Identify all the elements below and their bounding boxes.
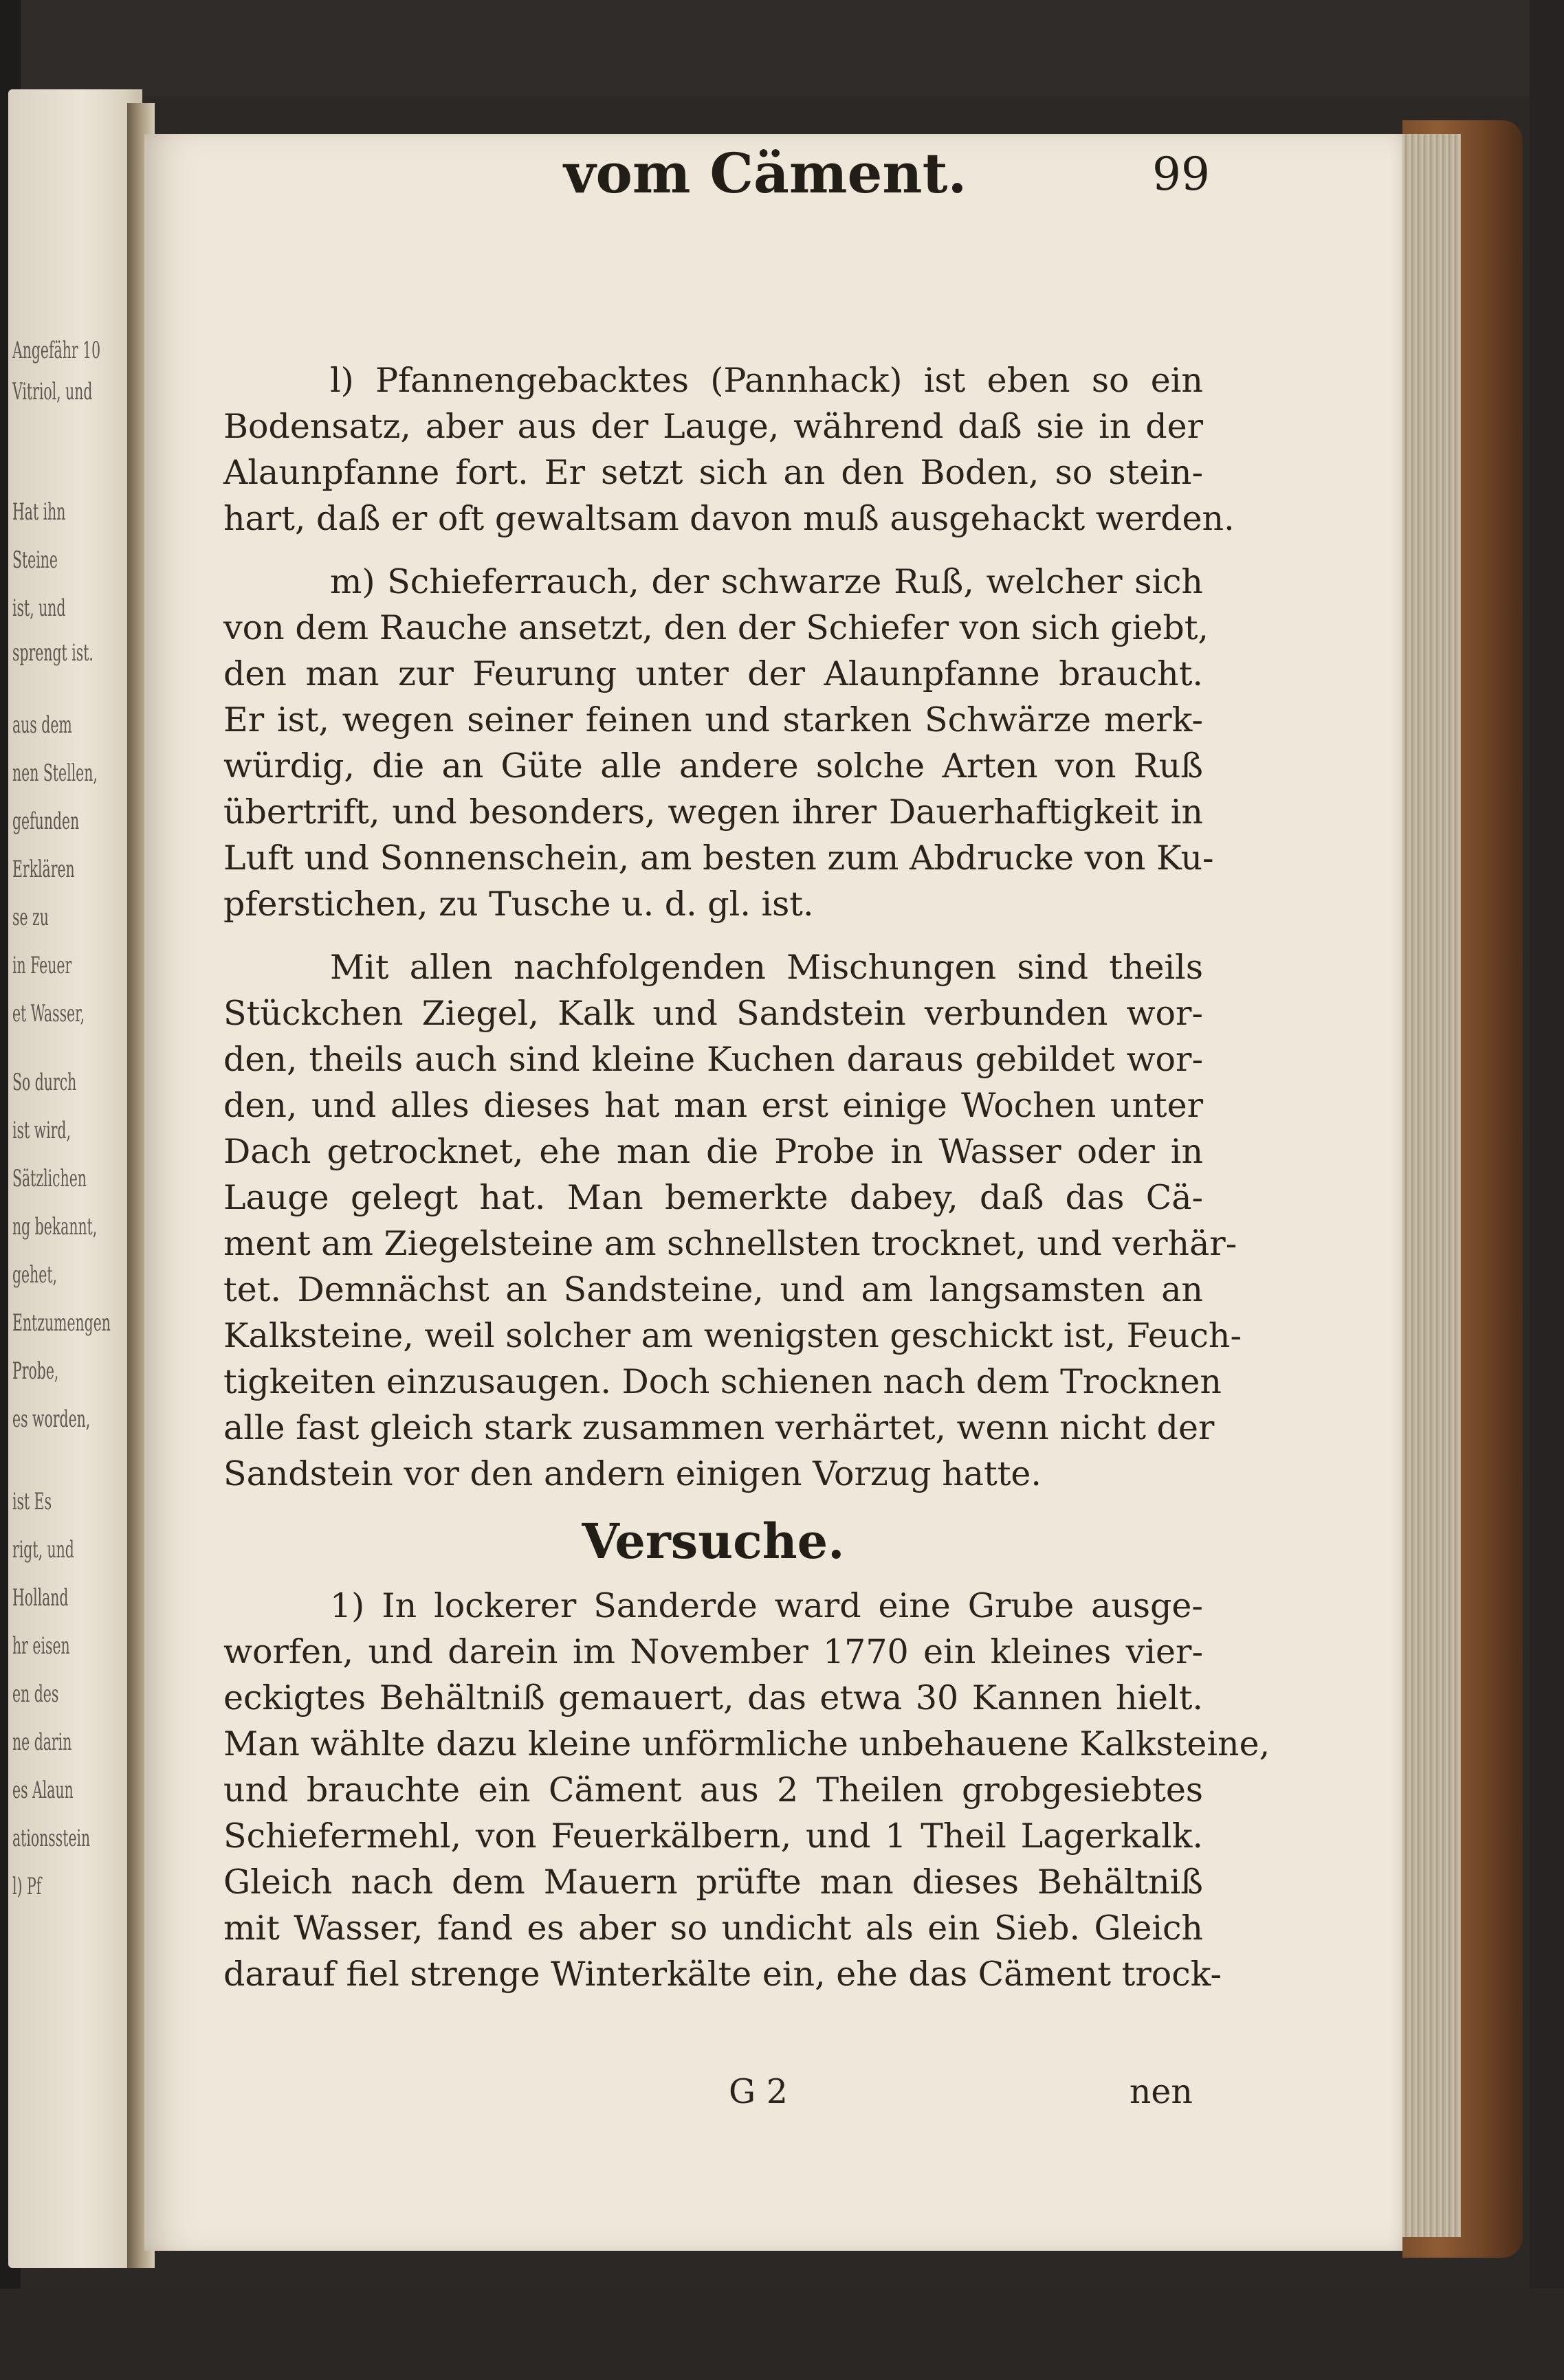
text-line: alle fast gleich stark zusammen verhärtet, wenn nicht der [223, 1408, 1215, 1447]
text-line: eckigtes Behältniß gemauert, das etwa 30 Kannen hielt. [223, 1678, 1203, 1717]
left-fragment: et Wasser, [12, 1000, 85, 1027]
text-line: l) Pfannengebacktes (Pannhack) ist eben so ein [330, 361, 1203, 400]
text-line: Schiefermehl, von Feuerkälbern, und 1 Theil Lagerkalk. [223, 1816, 1203, 1856]
text-line: tet. Demnächst an Sandsteine, und am langsamsten an [223, 1270, 1203, 1309]
left-fragment: ng bekannt, [12, 1213, 98, 1241]
page-header [426, 141, 1210, 223]
text-line: Er ist, wegen seiner feinen und starken Schwärze merk- [223, 700, 1203, 739]
background-top [0, 0, 1564, 96]
text-line: pferstichen, zu Tusche u. d. gl. ist. [223, 885, 814, 924]
section-heading: Versuche. [582, 1513, 845, 1570]
text-line: übertrift, und besonders, wegen ihrer Dauerhaftigkeit in [223, 792, 1203, 832]
text-line: Gleich nach dem Mauern prüfte man dieses Behältniß [223, 1862, 1203, 1902]
text-line: Bodensatz, aber aus der Lauge, während daß sie in der [223, 407, 1203, 446]
text-line: hart, daß er oft gewaltsam davon muß ausgehackt werden. [223, 499, 1235, 538]
left-fragment: ist wird, [12, 1117, 71, 1144]
text-line: Stückchen Ziegel, Kalk und Sandstein verbunden wor- [223, 994, 1203, 1033]
left-fragment: Probe, [12, 1357, 59, 1385]
left-fragment: ne darin [12, 1728, 72, 1756]
text-line: Luft und Sonnenschein, am besten zum Abdrucke von Ku- [223, 838, 1214, 878]
text-line: Mit allen nachfolgenden Mischungen sind theils [330, 948, 1203, 987]
left-fragment: So durch [12, 1069, 77, 1096]
left-fragment: in Feuer [12, 952, 72, 979]
text-line: Man wählte dazu kleine unförmliche unbehauene Kalksteine, [223, 1724, 1270, 1764]
text-line: Kalksteine, weil solcher am wenigsten geschickt ist, Feuch- [223, 1316, 1242, 1355]
left-fragment: es Alaun [12, 1777, 74, 1804]
left-fragment: Steine [12, 546, 58, 574]
left-fragment: hr eisen [12, 1632, 70, 1660]
background-bottom [0, 2289, 1564, 2380]
text-line: Sandstein vor den andern einigen Vorzug hatte. [223, 1454, 1042, 1493]
left-fragment: ationsstein [12, 1825, 91, 1852]
left-fragment: nen Stellen, [12, 759, 98, 787]
text-line: mit Wasser, fand es aber so undicht als ein Sieb. Gleich [223, 1909, 1203, 1948]
catchword: nen [1129, 2072, 1193, 2111]
left-fragment: ist Es [12, 1488, 52, 1515]
text-line: den man zur Feurung unter der Alaunpfanne braucht. [223, 654, 1203, 693]
text-line: tigkeiten einzusaugen. Doch schienen nach dem Trocknen [223, 1362, 1222, 1401]
text-line: m) Schieferrauch, der schwarze Ruß, welcher sich [330, 562, 1203, 601]
left-fragment: Angefähr 10 [12, 337, 101, 364]
left-fragment: Sätzlichen [12, 1165, 87, 1192]
left-fragment: se zu [12, 904, 49, 931]
left-fragment: en des [12, 1680, 59, 1708]
left-fragment: Entzumengen [12, 1309, 111, 1337]
text-line: Lauge gelegt hat. Man bemerkte dabey, daß das Cä- [223, 1178, 1203, 1217]
signature-mark: G 2 [729, 2072, 788, 2111]
text-line: von dem Rauche ansetzt, den der Schiefer von sich giebt, [223, 608, 1209, 647]
background-right [1530, 0, 1564, 2380]
left-fragment: Vitriol, und [12, 378, 93, 405]
left-fragment: Erklären [12, 856, 75, 883]
page-edges [1396, 134, 1461, 2237]
left-fragment: gehet, [12, 1261, 58, 1289]
left-fragment: gefunden [12, 808, 80, 835]
text-line: und brauchte ein Cäment aus 2 Theilen grobgesiebtes [223, 1770, 1203, 1810]
left-fragment: aus dem [12, 711, 72, 739]
left-fragment: Hat ihn [12, 498, 66, 526]
text-line: ment am Ziegelsteine am schnellsten trocknet, und verhär- [223, 1224, 1237, 1263]
text-line: würdig, die an Güte alle andere solche Arten von Ruß [223, 746, 1203, 786]
left-page-fragments [8, 89, 142, 2268]
text-line: den, theils auch sind kleine Kuchen daraus gebildet wor- [223, 1040, 1203, 1079]
left-fragment: l) Pf [12, 1873, 42, 1900]
running-head: vom Cäment. [564, 141, 967, 205]
page-footer [729, 2072, 1210, 2120]
left-page-edge [8, 89, 142, 2268]
left-fragment: rigt, und [12, 1536, 74, 1564]
body-text [223, 357, 1270, 1997]
text-line: Alaunpfanne fort. Er setzt sich an den Boden, so stein- [223, 453, 1203, 492]
left-fragment: ist, und [12, 594, 66, 622]
text-line: worfen, und darein im November 1770 ein kleines vier- [223, 1632, 1203, 1671]
text-line: Dach getrocknet, ehe man die Probe in Wasser oder in [223, 1132, 1203, 1171]
left-fragment: Holland [12, 1584, 69, 1612]
text-line: darauf fiel strenge Winterkälte ein, ehe das Cäment trock- [223, 1955, 1222, 1994]
left-fragment: sprengt ist. [12, 639, 93, 667]
text-line: den, und alles dieses hat man erst einige Wochen unter [223, 1086, 1203, 1125]
left-fragment: es worden, [12, 1405, 91, 1433]
page-number: 99 [1152, 148, 1210, 201]
text-line: 1) In lockerer Sanderde ward eine Grube ausge- [330, 1586, 1203, 1625]
